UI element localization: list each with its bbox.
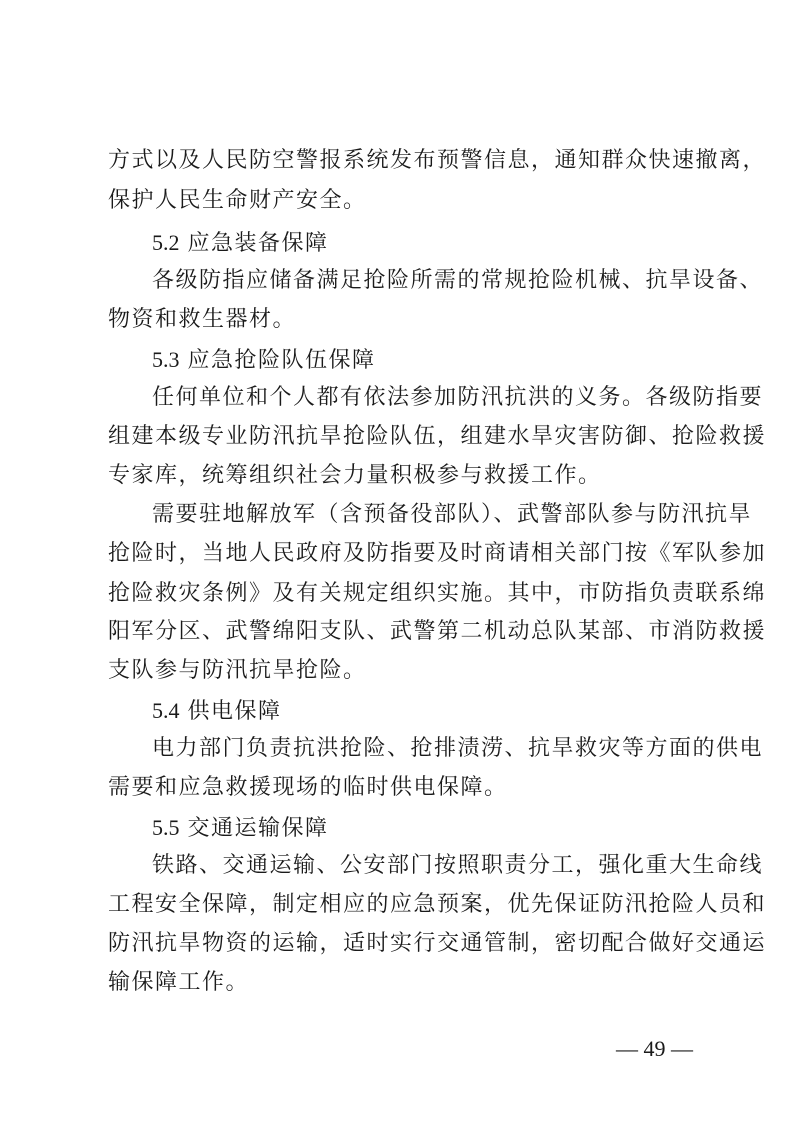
section-heading-5-4	[152, 696, 282, 727]
body-line: 支队参与防汛抗旱抢险。	[108, 658, 367, 683]
body-line: 任何单位和个人都有依法参加防汛抗洪的义务。各级防指要	[152, 385, 764, 410]
section-heading-5-3	[152, 345, 376, 376]
body-line: 工程安全保障，制定相应的应急预案，优先保证防汛抢险人员和	[108, 892, 767, 917]
body-line: 保护人民生命财产安全。	[108, 188, 367, 213]
body-line: 专家库，统筹组织社会力量积极参与救援工作。	[108, 463, 602, 488]
body-line: 铁路、交通运输、公安部门按照职责分工，强化重大生命线	[152, 853, 764, 878]
body-line: 各级防指应储备满足抢险所需的常规抢险机械、抗旱设备、	[152, 268, 764, 293]
body-line: 防汛抗旱物资的运输，适时实行交通管制，密切配合做好交通运	[108, 931, 767, 956]
body-line: 抢险救灾条例》及有关规定组织实施。其中，市防指负责联系绵	[108, 581, 767, 606]
section-title: 应急装备保障	[187, 231, 329, 256]
body-line: 物资和救生器材。	[108, 307, 297, 332]
body-line: 方式以及人民防空警报系统发布预警信息，通知群众快速撤离，	[108, 148, 767, 173]
body-line: 抢险时，当地人民政府及防指要及时商请相关部门按《军队参加	[108, 541, 767, 566]
body-line: 输保障工作。	[108, 970, 250, 995]
body-line: 电力部门负责抗洪抢险、抢排渍涝、抗旱救灾等方面的供电	[152, 736, 764, 761]
body-line: 组建本级专业防汛抗旱抢险队伍，组建水旱灾害防御、抢险救援	[108, 424, 767, 449]
section-heading-5-5	[152, 813, 329, 844]
body-line: 需要驻地解放军（含预备役部队）、武警部队参与防汛抗旱	[152, 502, 753, 527]
section-number: 5.2	[152, 230, 180, 255]
section-number: 5.4	[152, 698, 180, 723]
section-number: 5.5	[152, 815, 180, 840]
section-heading-5-2	[152, 228, 329, 259]
body-line: 阳军分区、武警绵阳支队、武警第二机动总队某部、市消防救援	[108, 619, 767, 644]
section-title: 供电保障	[187, 699, 282, 724]
section-title: 应急抢险队伍保障	[187, 348, 376, 373]
section-title: 交通运输保障	[187, 816, 329, 841]
section-number: 5.3	[152, 347, 180, 372]
body-line: 需要和应急救援现场的临时供电保障。	[108, 775, 508, 800]
page-number: — 49 —	[616, 1036, 693, 1061]
